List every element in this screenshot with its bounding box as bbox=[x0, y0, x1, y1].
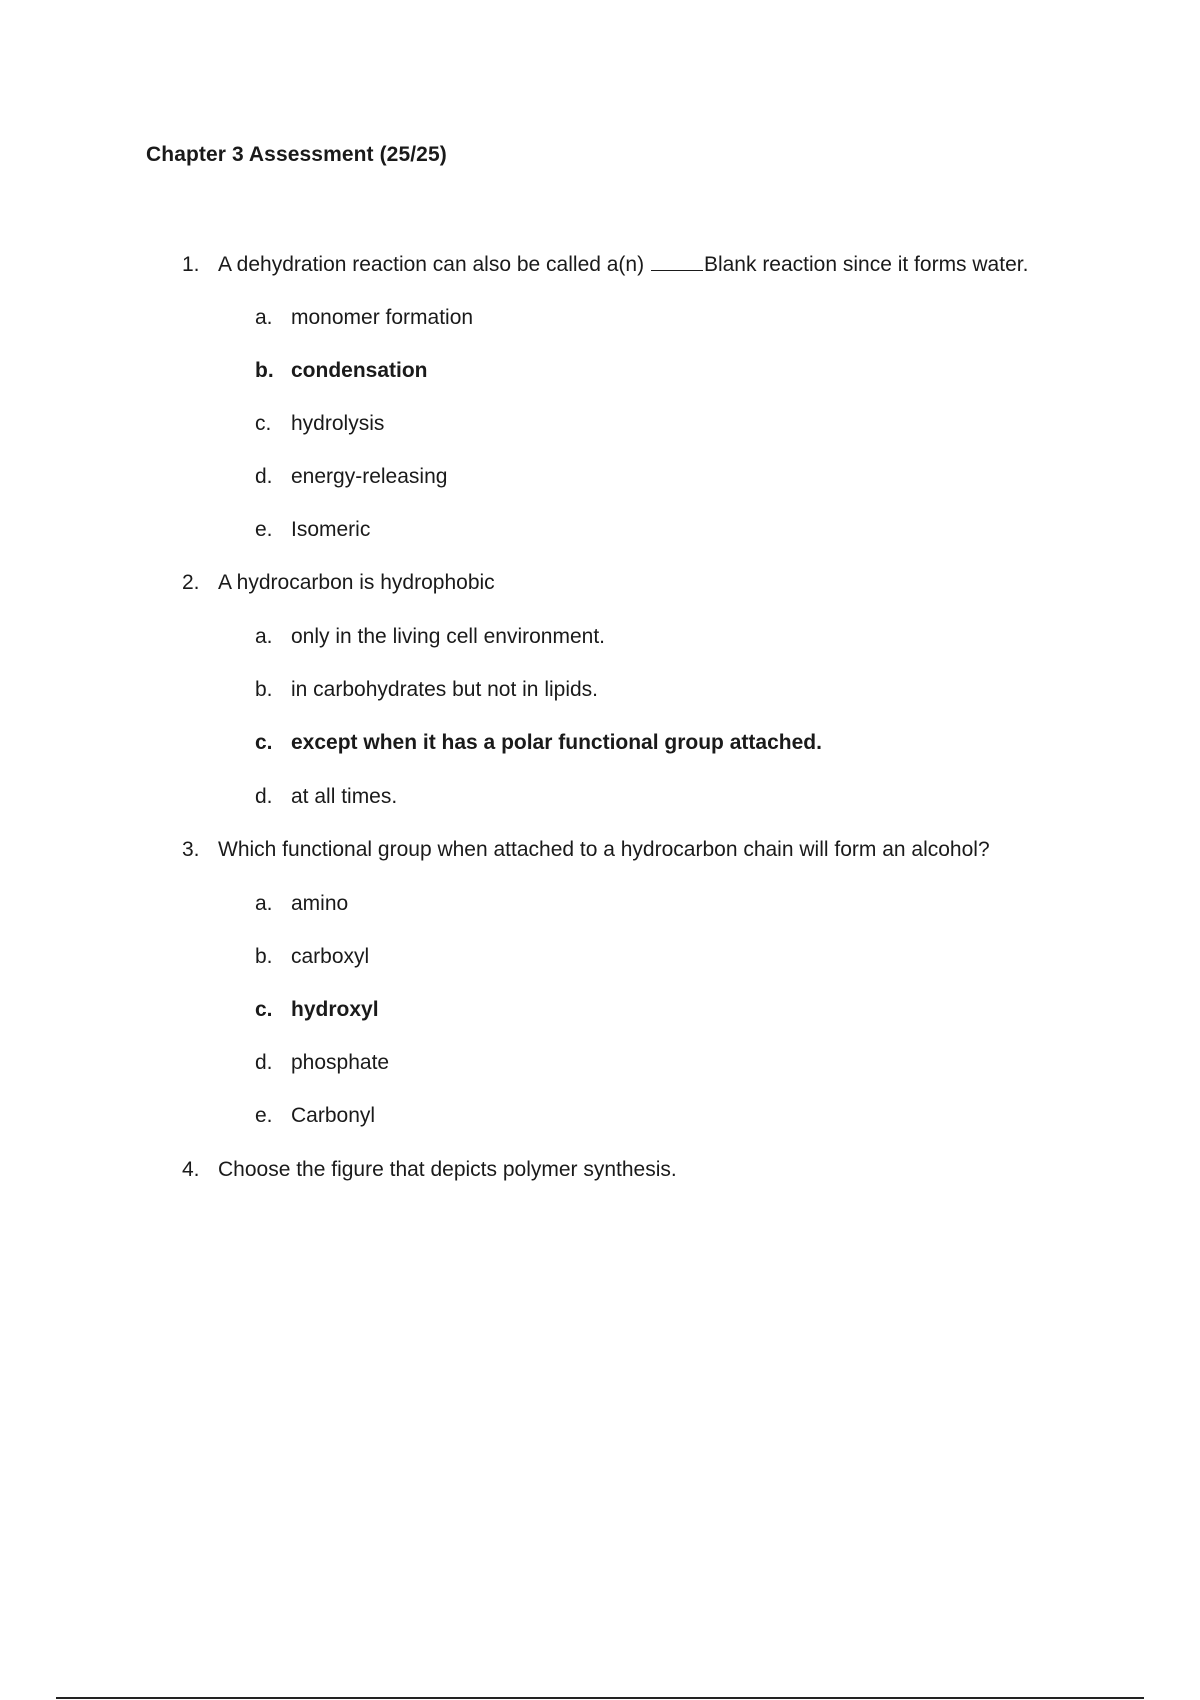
option-text: carboxyl bbox=[291, 945, 370, 968]
answer-blank bbox=[651, 269, 703, 271]
option-3d[interactable] bbox=[255, 1051, 389, 1075]
option-1c[interactable] bbox=[255, 412, 384, 436]
question-text: A hydrocarbon is hydrophobic bbox=[218, 571, 495, 594]
option-text: at all times. bbox=[291, 785, 398, 808]
option-text: amino bbox=[291, 892, 349, 915]
option-letter: d. bbox=[255, 1051, 273, 1074]
option-2d[interactable] bbox=[255, 785, 397, 809]
option-letter: c. bbox=[255, 998, 273, 1021]
option-letter: d. bbox=[255, 785, 273, 808]
option-1a[interactable] bbox=[255, 306, 473, 330]
option-letter: a. bbox=[255, 892, 273, 915]
question-text-after-blank: Blank reaction since it forms water. bbox=[703, 253, 1029, 276]
option-letter: e. bbox=[255, 1104, 273, 1127]
option-letter: a. bbox=[255, 306, 273, 329]
option-1e[interactable] bbox=[255, 518, 370, 542]
option-text: in carbohydrates but not in lipids. bbox=[291, 678, 599, 701]
option-letter: b. bbox=[255, 359, 274, 382]
option-3e[interactable] bbox=[255, 1104, 375, 1128]
option-letter: a. bbox=[255, 625, 273, 648]
question-text: Which functional group when attached to a hydrocarbon chain will form an alcohol? bbox=[218, 838, 990, 861]
question-number: 4. bbox=[182, 1158, 200, 1181]
footer-divider bbox=[56, 1697, 1144, 1699]
option-2c[interactable] bbox=[255, 731, 822, 755]
option-text: phosphate bbox=[291, 1051, 390, 1074]
question-1 bbox=[182, 253, 1028, 277]
option-text: hydrolysis bbox=[291, 412, 385, 435]
option-1d[interactable] bbox=[255, 465, 447, 489]
question-4 bbox=[182, 1158, 677, 1182]
question-3 bbox=[182, 838, 990, 862]
page-title: Chapter 3 Assessment (25/25) bbox=[146, 143, 447, 166]
option-text: hydroxyl bbox=[291, 998, 379, 1021]
option-letter: b. bbox=[255, 945, 273, 968]
question-number: 3. bbox=[182, 838, 200, 861]
question-2 bbox=[182, 571, 495, 595]
option-2a[interactable] bbox=[255, 625, 605, 649]
option-3b[interactable] bbox=[255, 945, 369, 969]
option-3c[interactable] bbox=[255, 998, 379, 1022]
option-2b[interactable] bbox=[255, 678, 598, 702]
option-letter: d. bbox=[255, 465, 273, 488]
option-letter: e. bbox=[255, 518, 273, 541]
option-letter: c. bbox=[255, 731, 273, 754]
option-text: except when it has a polar functional group attached. bbox=[291, 731, 822, 754]
option-3a[interactable] bbox=[255, 892, 348, 916]
option-1b[interactable] bbox=[255, 359, 428, 383]
option-text: Carbonyl bbox=[291, 1104, 376, 1127]
question-text-before-blank: A dehydration reaction can also be called a(n) bbox=[218, 253, 645, 276]
option-letter: c. bbox=[255, 412, 272, 435]
option-text: only in the living cell environment. bbox=[291, 625, 605, 648]
question-number: 2. bbox=[182, 571, 200, 594]
option-text: monomer formation bbox=[291, 306, 474, 329]
question-text: Choose the figure that depicts polymer synthesis. bbox=[218, 1158, 677, 1181]
option-text: Isomeric bbox=[291, 518, 371, 541]
option-text: condensation bbox=[291, 359, 428, 382]
option-text: energy-releasing bbox=[291, 465, 448, 488]
option-letter: b. bbox=[255, 678, 273, 701]
question-number: 1. bbox=[182, 253, 200, 276]
